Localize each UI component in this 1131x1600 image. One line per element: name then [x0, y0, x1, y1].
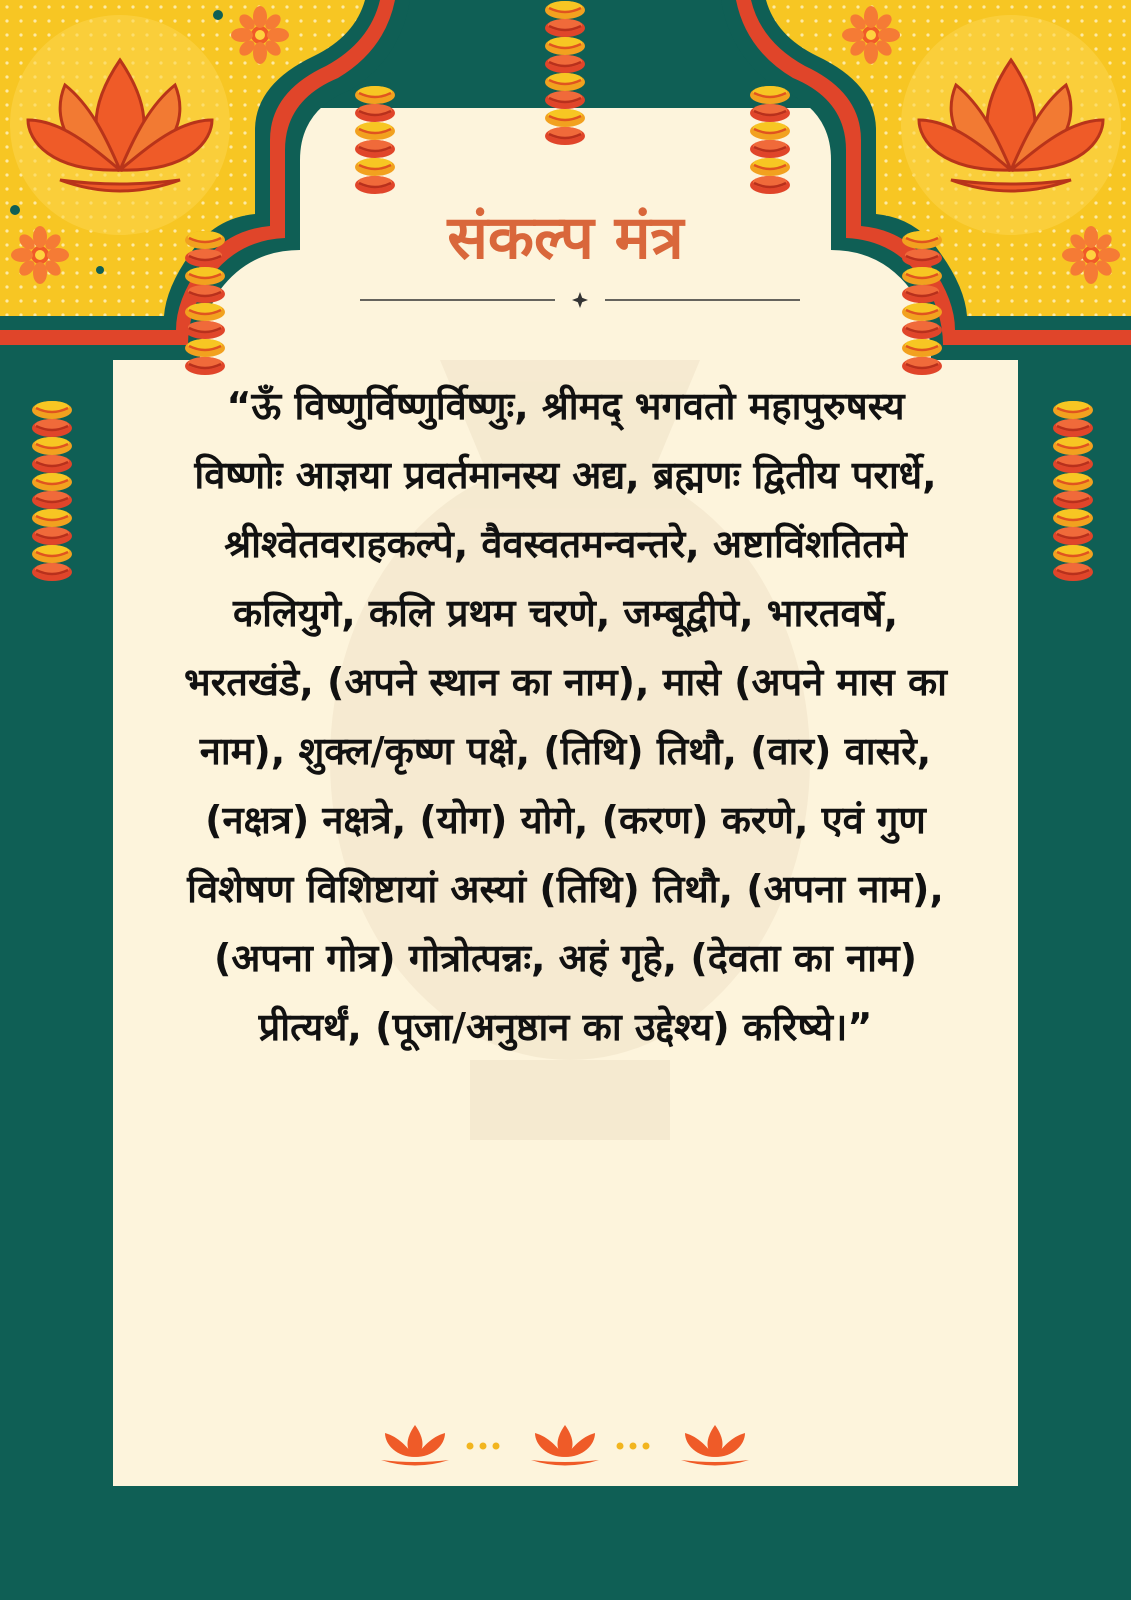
lotus-icon: [681, 1425, 749, 1466]
mantra-text: “ऊँ विष्णुर्विष्णुर्विष्णुः, श्रीमद् भगवतो महापुरुषस्य विष्णोः आज्ञया प्रवर्तमानस्य अद्य, ब्रह्मणः द्वितीय परार्धे, श्रीश्वेतवराहकल्पे, वैवस्वतमन्वन्तरे, अष्टाविंशतितमे कलियुगे, कलि प्रथम चरणे, जम्बूद्वीपे, भारतवर्षे, भरतखंडे, (अपने स्थान का नाम), मासे (अपने मास का नाम), शुक्ल/कृष्ण पक्षे, (तिथि) तिथौ, (वार) वासरे, (नक्षत्र) नक्षत्रे, (योग) योगे, (करण) करणे, एवं गुण विशेषण विशिष्टायां अस्यां (तिथि) तिथौ, (अपना नाम), (अपना गोत्र) गोत्रोत्पन्नः, अहं गृहे, (देवता का नाम) प्रीत्यर्थं, (पूजा/अनुष्ठान का उद्देश्य) करिष्ये।”: [183, 384, 947, 1049]
lotus-icon: [381, 1425, 449, 1466]
page-title: संकल्प मंत्र: [447, 203, 684, 273]
divider-ornament-icon: [360, 292, 800, 308]
bottom-ornament: [380, 1418, 750, 1468]
lotus-icon: [531, 1425, 599, 1466]
